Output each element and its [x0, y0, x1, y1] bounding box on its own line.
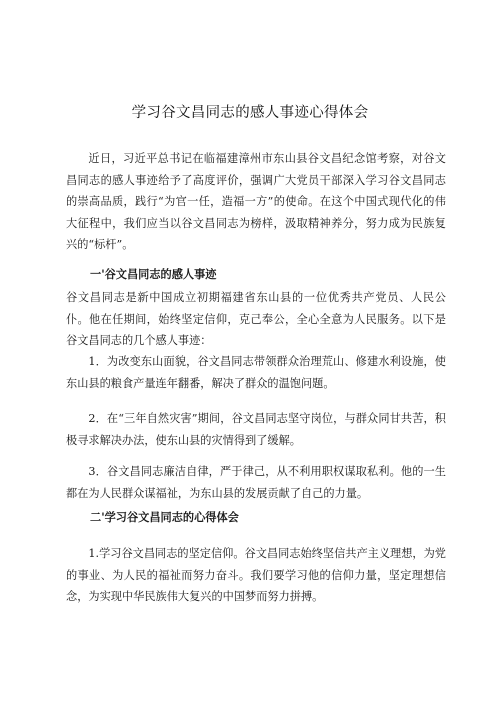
section1-item-2: 2．在“三年自然灾害”期间，谷文昌同志坚守岗位，与群众同甘共苦，积极寻求解决办法，使东山县的灾情得到了缓解。: [66, 412, 446, 447]
document-title: 学习谷文昌同志的感人事迹心得体会: [131, 105, 369, 121]
section1-item-3: 3．谷文昌同志廉洁自律，严于律己，从不利用职权谋取私利。他的一生都在为人民群众谋福祉，为东山县的发展贡献了自己的力量。: [66, 465, 446, 500]
section2-item-1: 1.学习谷文昌同志的坚定信仰。谷文昌同志始终坚信共产主义理想，为党的事业、为人民的福祉而努力奋斗。我们要学习他的信仰力量，坚定理想信念，为实现中华民族伟大复兴的中国梦而努力拼搏。: [66, 547, 446, 604]
section1-heading: 一'谷文昌同志的感人事迹: [90, 268, 217, 281]
section2-heading: 二'学习谷文昌同志的心得体会: [90, 511, 239, 524]
section1-item-1: 1．为改变东山面貌，谷文昌同志带领群众治理荒山、修建水利设施，使东山县的粮食产量连年翻番，解决了群众的温饱问题。: [66, 355, 446, 390]
intro-paragraph: 近日，习近平总书记在临福建漳州市东山县谷文昌纪念馆考察，对谷文昌同志的感人事迹给予了高度评价，强调广大党员干部深入学习谷文昌同志的崇高品质，践行“为官一任，造福一方”的使命。在这个中国式现代化的伟大征程中，我们应当以谷文昌同志为榜样，汲取精神养分，努力成为民族复兴的“标杆”。: [66, 152, 446, 252]
section1-body: 谷文昌同志是新中国成立初期福建省东山县的一位优秀共产党员、人民公仆。他在任期间，始终坚定信仰，克己奉公，全心全意为人民服务。以下是谷文昌同志的几个感人事迹：: [66, 291, 446, 348]
